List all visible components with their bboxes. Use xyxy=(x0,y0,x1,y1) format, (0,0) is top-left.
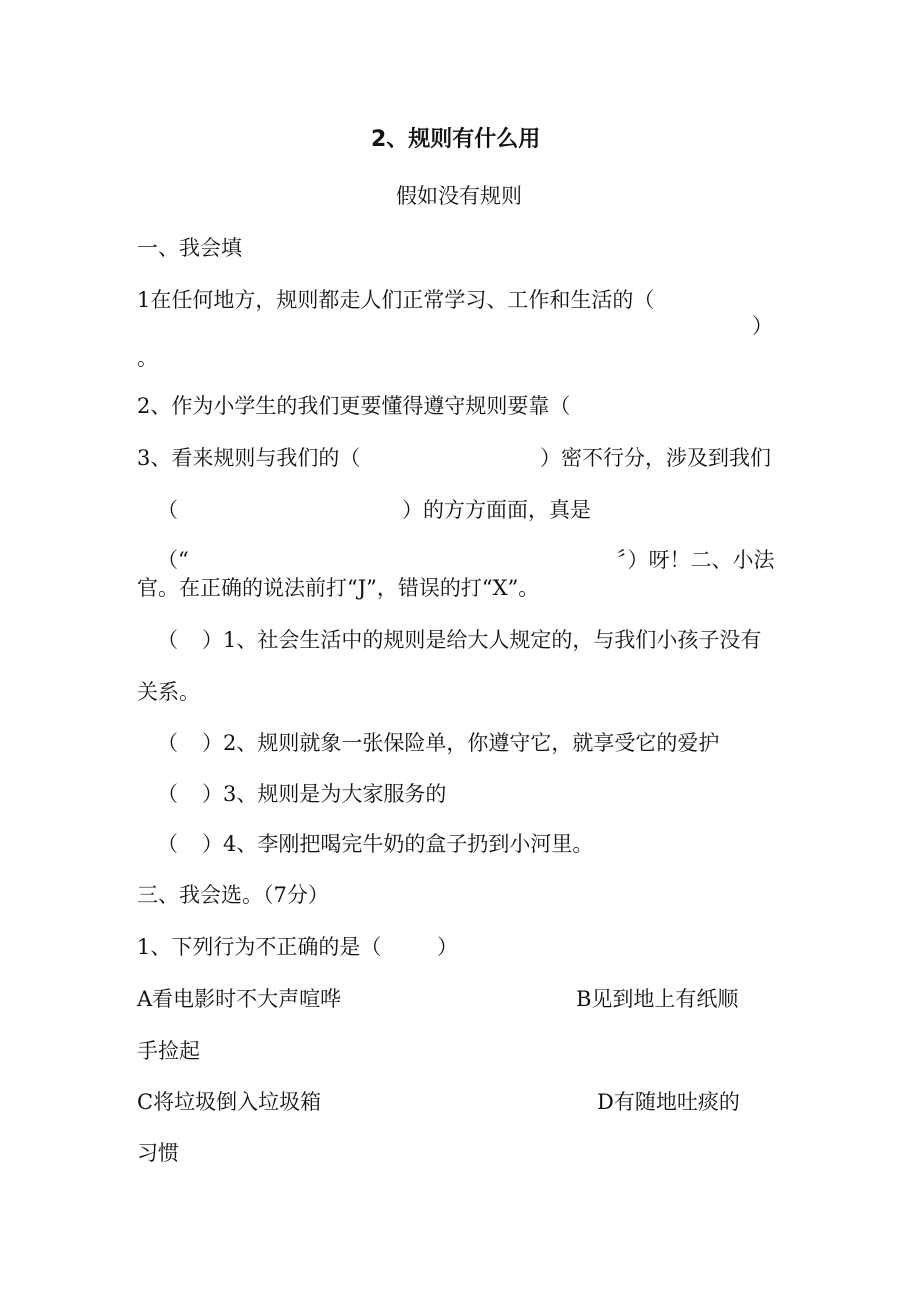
question-3-line-3 xyxy=(137,548,797,572)
section-heading-fill: 一、我会填 xyxy=(137,236,242,260)
option-b: B见到地上有纸顺 xyxy=(576,987,739,1011)
question-3-line-4: 官。在正确的说法前打“J”，错误的打“X”。 xyxy=(137,576,540,600)
judge-item-1-text: ）1、社会生活中的规则是给大人规定的，与我们小孩子没有 xyxy=(202,628,762,652)
question-3-part-b: ）密不行分，涉及到我们 xyxy=(540,446,771,470)
judge-item-2 xyxy=(137,731,797,755)
choice-options-row-2 xyxy=(137,1090,797,1114)
question-1-close-paren: ） xyxy=(752,314,773,338)
judge-item-4-text: ）4、李刚把喝完牛奶的盒子扔到小河里。 xyxy=(202,832,594,856)
judge-item-1-paren: （ xyxy=(157,628,178,652)
judge-item-4-paren: （ xyxy=(157,832,178,856)
question-3-line-2-open: （ xyxy=(157,498,178,522)
page-title: 2、规则有什么用 xyxy=(371,127,541,152)
option-d-cont: 习惯 xyxy=(137,1141,179,1165)
question-1-end: 。 xyxy=(137,346,158,370)
judge-item-3-paren: （ xyxy=(157,782,178,806)
page-subtitle: 假如没有规则 xyxy=(396,184,522,208)
question-3-line-2-rest: ）的方方面面，真是 xyxy=(402,498,591,522)
question-3-part-a: 3、看来规则与我们的（ xyxy=(137,446,361,470)
choice-question-1-close: ） xyxy=(437,935,458,959)
judge-item-2-text: ）2、规则就象一张保险单，你遵守它，就享受它的爱护 xyxy=(202,731,720,755)
option-a: A看电影时不大声喧哗 xyxy=(137,987,342,1011)
option-d: D有随地吐痰的 xyxy=(597,1090,740,1114)
judge-item-3 xyxy=(137,782,797,806)
question-3-line-2 xyxy=(137,498,797,522)
choice-question-1 xyxy=(137,935,797,959)
question-3-line-3-rest: 〞）呀！二、小法 xyxy=(617,548,775,572)
judge-item-4 xyxy=(137,832,797,856)
choice-question-1-text: 1、下列行为不正确的是（ xyxy=(137,935,382,959)
question-3-line-3-open: （“ xyxy=(157,548,189,572)
question-3-line-1 xyxy=(137,446,797,470)
option-b-cont: 手捡起 xyxy=(137,1039,200,1063)
section-heading-choose: 三、我会选。（7分） xyxy=(137,883,329,907)
judge-item-2-paren: （ xyxy=(157,731,178,755)
option-c: C将垃圾倒入垃圾箱 xyxy=(137,1090,322,1114)
question-1-text: 1在任何地方，规则都走人们正常学习、工作和生活的（ xyxy=(137,288,655,312)
judge-item-1-cont: 关系。 xyxy=(137,680,200,704)
judge-item-3-text: ）3、规则是为大家服务的 xyxy=(202,782,447,806)
judge-item-1 xyxy=(137,628,797,652)
choice-options-row-1 xyxy=(137,987,797,1011)
question-2-text: 2、作为小学生的我们更要懂得遵守规则要靠（ xyxy=(137,394,571,418)
